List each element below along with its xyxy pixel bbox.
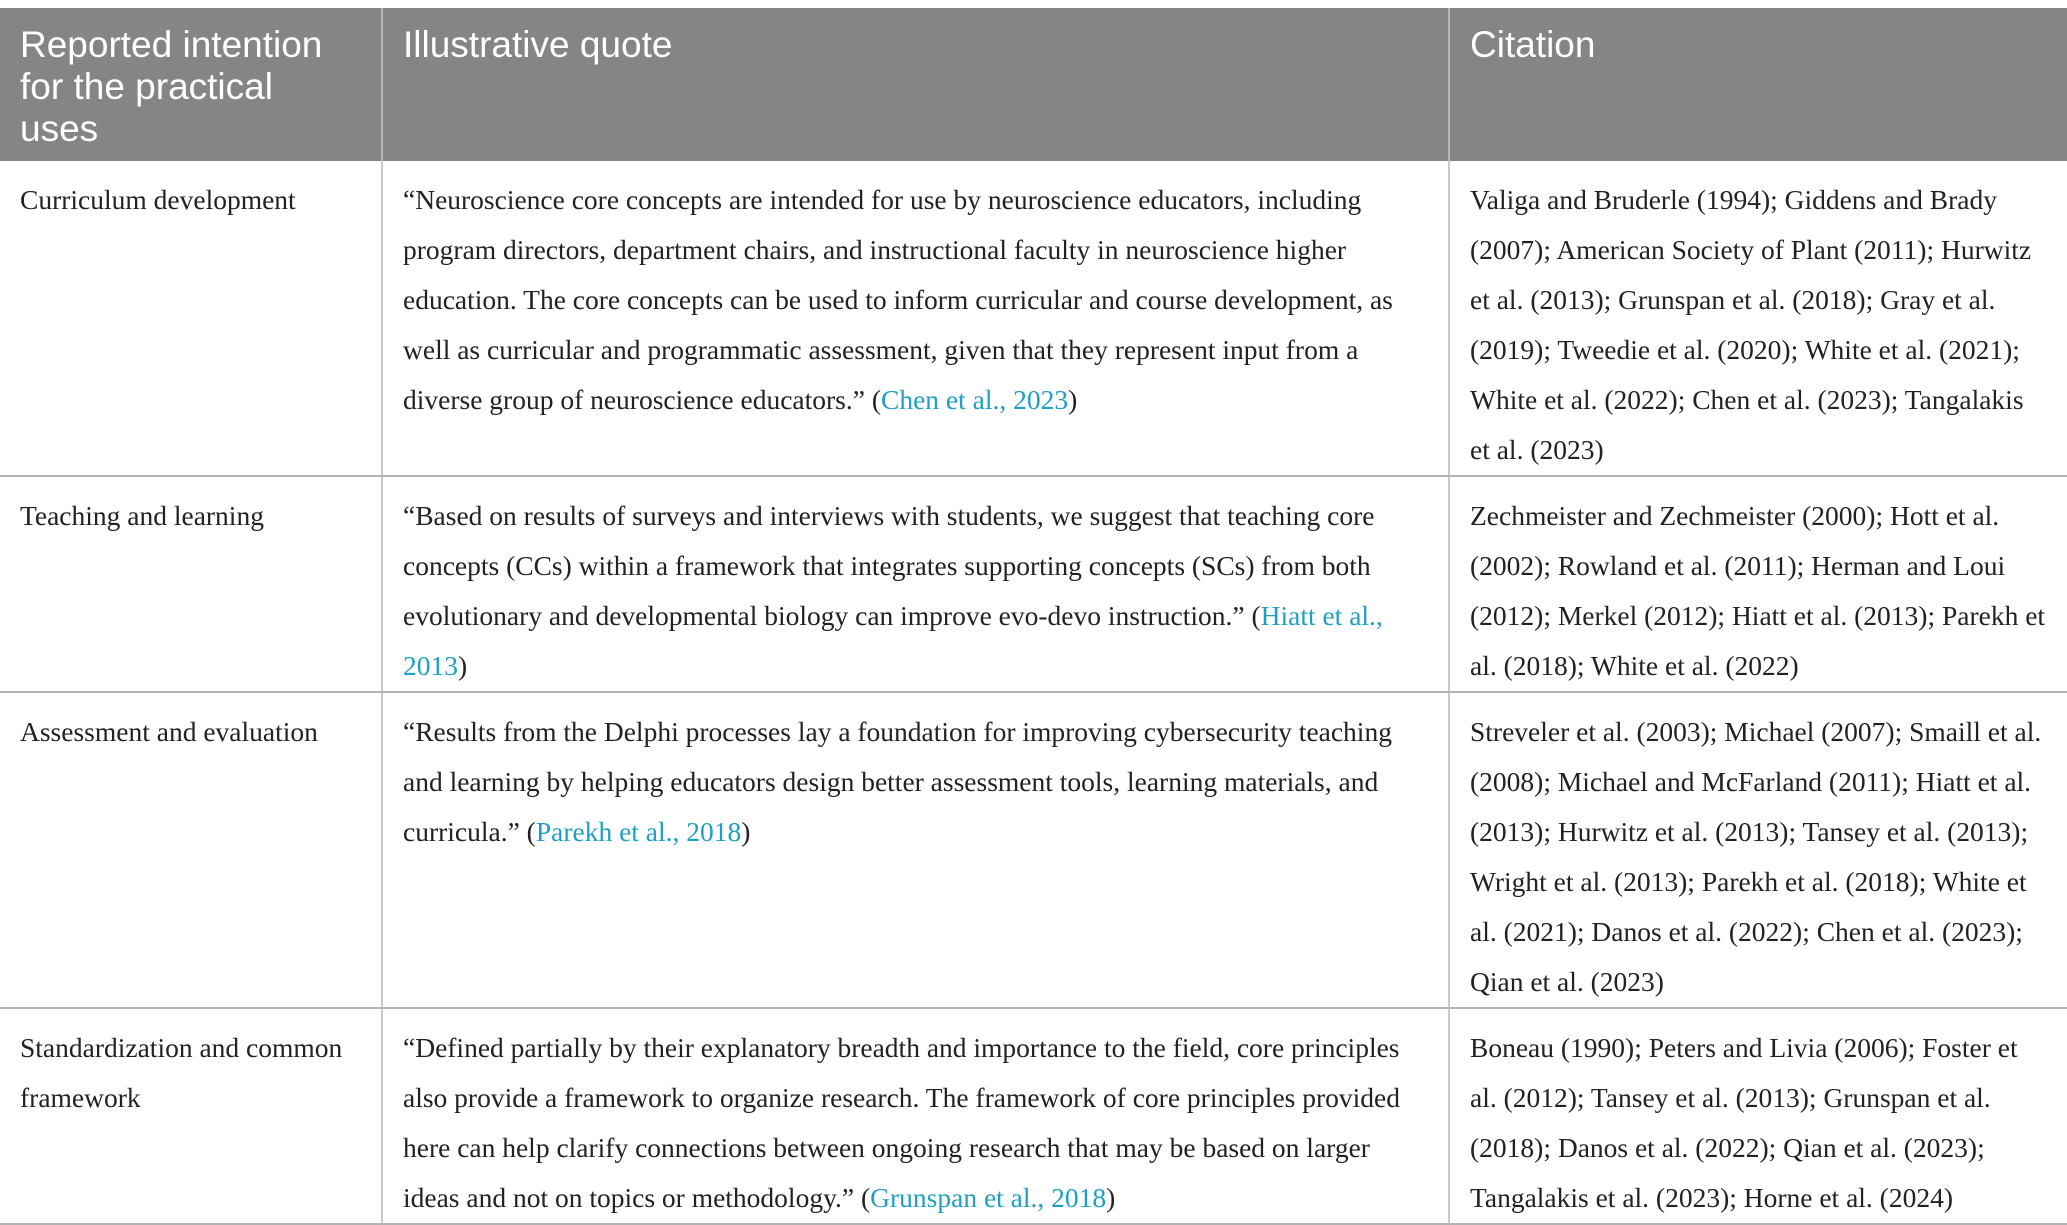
quote-close: ) <box>458 650 468 681</box>
header-intention: Reported intention for the practical uses <box>0 8 382 161</box>
quote-text: “Defined partially by their explanatory breadth and importance to the field, core principles also provide a framework to organize research. The framework of core principles provided here can help clarify connections between ongoing research that may be based on larger ideas and not on topics or methodology.” ( <box>403 1032 1400 1213</box>
quote-reference-link[interactable]: Grunspan et al., 2018 <box>870 1182 1107 1213</box>
citation-cell[interactable]: Streveler et al. (2003); Michael (2007); Smaill et al. (2008); Michael and McFarland (2011); Hiatt et al. (2013); Hurwitz et al. (2013); Tansey et al. (2013); Wright et al. (2013); Parekh et al. (2018); White et al. (2021); Danos et al. (2022); Chen et al. (2023); Qian et al. (2023) <box>1449 692 2067 1008</box>
quote-close: ) <box>1068 384 1078 415</box>
quote-cell <box>382 476 1449 692</box>
quote-reference-link[interactable]: Parekh et al., 2018 <box>535 816 742 847</box>
table-header <box>0 8 2067 161</box>
quote-reference-link[interactable]: Chen et al., 2023 <box>881 384 1069 415</box>
citation-cell[interactable]: Zechmeister and Zechmeister (2000); Hott et al. (2002); Rowland et al. (2011); Herman and Loui (2012); Merkel (2012); Hiatt et al. (2013); Parekh et al. (2018); White et al. (2022) <box>1449 476 2067 692</box>
quote-close: ) <box>741 816 751 847</box>
intention-cell: Assessment and evaluation <box>0 692 382 1008</box>
practical-uses-table <box>0 8 2067 1225</box>
quote-cell <box>382 1008 1449 1224</box>
header-row <box>0 8 2067 161</box>
quote-text: “Neuroscience core concepts are intended for use by neuroscience educators, including program directors, department chairs, and instructional faculty in neuroscience higher education. The core concepts can be used to inform curricular and course development, as well as curricular and programmatic assessment, given that they represent input from a diverse group of neuroscience educators.” ( <box>403 184 1393 415</box>
quote-cell <box>382 161 1449 476</box>
intention-cell: Standardization and common framework <box>0 1008 382 1224</box>
quote-close: ) <box>1106 1182 1116 1213</box>
intention-cell: Curriculum development <box>0 161 382 476</box>
intention-cell: Teaching and learning <box>0 476 382 692</box>
table-row <box>0 476 2067 692</box>
citation-cell[interactable]: Boneau (1990); Peters and Livia (2006); Foster et al. (2012); Tansey et al. (2013); Grunspan et al. (2018); Danos et al. (2022); Qian et al. (2023); Tangalakis et al. (2023); Horne et al. (2024) <box>1449 1008 2067 1224</box>
quote-cell <box>382 692 1449 1008</box>
table-body <box>0 161 2067 1224</box>
quote-reference-link[interactable]: Hiatt et al., 2013 <box>403 600 1383 681</box>
header-citation: Citation <box>1449 8 2067 161</box>
table-row <box>0 1008 2067 1224</box>
quote-text: “Based on results of surveys and interviews with students, we suggest that teaching core concepts (CCs) within a framework that integrates supporting concepts (SCs) from both evolutionary and developmental biology can improve evo-devo instruction.” ( <box>403 500 1375 631</box>
quote-text: “Results from the Delphi processes lay a foundation for improving cybersecurity teaching and learning by helping educators design better assessment tools, learning materials, and curricula.” ( <box>403 716 1392 847</box>
citation-cell[interactable]: Valiga and Bruderle (1994); Giddens and Brady (2007); American Society of Plant (2011); Hurwitz et al. (2013); Grunspan et al. (2018); Gray et al. (2019); Tweedie et al. (2020); White et al. (2021); White et al. (2022); Chen et al. (2023); Tangalakis et al. (2023) <box>1449 161 2067 476</box>
header-quote: Illustrative quote <box>382 8 1449 161</box>
table-row <box>0 161 2067 476</box>
table-row <box>0 692 2067 1008</box>
